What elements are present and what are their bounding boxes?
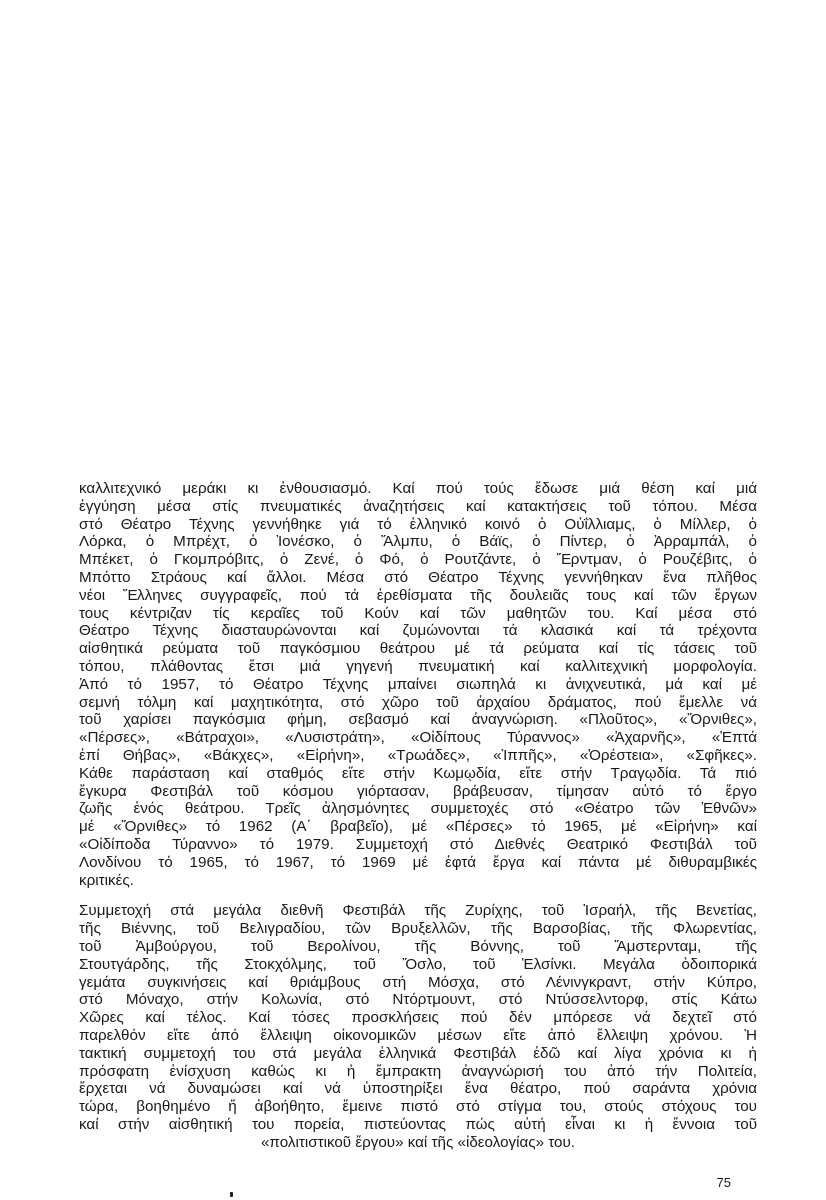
text-line: τοῦ Ἁμβούργου, τοῦ Βερολίνου, τῆς Βόννης, τοῦ Ἄμστερνταμ, τῆς [79,937,757,955]
text-line: σεμνή τόλμη καί μαχητικότητα, στό χῶρο τοῦ ἀρχαίου δράματος, πού ἔμελλε νά [79,693,757,711]
text-line: «Πέρσες», «Βάτραχοι», «Λυσιστράτη», «Οἰδίπους Τύραννος» «Ἀχαρνῆς», «Ἑπτά [79,729,757,747]
text-line: τόπου, πλάθοντας ἔτσι μιά γηγενή πνευματική καί καλλιτεχνική μορφολογία. [79,657,757,675]
text-line: «Οἰδίποδα Τύραννο» τό 1979. Συμμετοχή στό Διεθνές Θεατρικό Φεστιβάλ τοῦ [79,835,757,853]
text-line: τῆς Βιέννης, τοῦ Βελιγραδίου, τῶν Βρυξελλῶν, τῆς Βαρσοβίας, τῆς Φλωρεντίας, [79,920,757,938]
text-line: Ἀπό τό 1957, τό Θέατρο Τέχνης μπαίνει σιωπηλά κι ἀνιχνευτικά, μά καί μέ [79,675,757,693]
paragraph-1 [79,480,757,889]
page-number: 75 [716,1175,731,1190]
paragraph-2 [79,902,757,1151]
text-line: καί στήν αἰσθητική του πορεία, πιστεύοντας πώς αὐτή εἶναι κι ἡ ἔννοια τοῦ [79,1115,757,1133]
text-line: τακτική συμμετοχή του στά μεγάλα ἑλληνικά Φεστιβάλ ἐδῶ καί λίγα χρόνια κι ἡ [79,1044,757,1062]
text-line: ἐγγύηση μέσα στίς πνευματικές ἀναζητήσεις καί κατακτήσεις τοῦ τόπου. Μέσα [79,497,757,515]
text-line: ἔγκυρα Φεστιβάλ τοῦ κόσμου γιόρτασαν, βράβευσαν, τίμησαν αὐτό τό ἔργο [79,782,757,800]
text-line: αἰσθητικά ρεύματα τοῦ παγκόσμιου θεάτρου μέ τά ρεύματα καί τίς τάσεις τοῦ [79,640,757,658]
text-line: Λονδίνου τό 1965, τό 1967, τό 1969 μέ ἑφτά ἔργα καί πάντα μέ διθυραμβικές [79,853,757,871]
text-line: Κάθε παράσταση καί σταθμός εἴτε στήν Κωμῳδία, εἴτε στήν Τραγῳδία. Τά πιό [79,764,757,782]
text-line: πρόσφατη ἐνίσχυση καθώς κι ἡ ἔμπρακτη ἀναγνώρισή του ἀπό τήν Πολιτεία, [79,1062,757,1080]
body-text [79,480,757,1151]
text-line: Συμμετοχή στά μεγάλα διεθνῆ Φεστιβάλ τῆς Ζυρίχης, τοῦ Ἰσραήλ, τῆς Βενετίας, [79,902,757,920]
text-line: ἐπί Θήβας», «Βάκχες», «Εἰρήνη», «Τρωάδες», «Ἱππῆς», «Ὀρέστεια», «Σφῆκες». [79,746,757,764]
text-line: τους κέντριζαν τίς κεραῖες τοῦ Κούν καί τῶν μαθητῶν του. Καί μέσα στό [79,604,757,622]
text-line: Λόρκα, ὁ Μπρέχτ, ὁ Ἰονέσκο, ὁ Ἄλμπυ, ὁ Βάϊς, ὁ Πίντερ, ὁ Ἀρραμπάλ, ὁ [79,533,757,551]
text-line: Μπέκετ, ὁ Γκομπρόβιτς, ὁ Ζενέ, ὁ Φό, ὁ Ρουτζάντε, ὁ Ἔρντμαν, ὁ Ρουζέβιτς, ὁ [79,551,757,569]
text-line: μέ «Ὄρνιθες» τό 1962 (Α΄ βραβεῖο), μέ «Πέρσες» τό 1965, μέ «Εἰρήνη» καί [79,818,757,836]
text-line: παρελθόν εἴτε ἀπό ἔλλειψη οἰκονομικῶν μέσων εἴτε ἀπό ἔλλειψη χρόνου. Ἡ [79,1026,757,1044]
text-line: «πολιτιστικοῦ ἔργου» καί τῆς «ἰδεολογίας» του. [260,1133,576,1151]
text-line: ζωῆς ἑνός θεάτρου. Τρεῖς ἀλησμόνητες συμμετοχές στό «Θέατρο τῶν Ἐθνῶν» [79,800,757,818]
text-line: Θέατρο Τέχνης διασταυρώνονται καί ζυμώνονται τά κλασικά καί τά τρέχοντα [79,622,757,640]
text-line: νέοι Ἕλληνες συγγραφεῖς, πού τά ἐρεθίσματα τῆς δουλειᾶς τους καί τῶν ἔργων [79,586,757,604]
text-line: γεμάτα συγκινήσεις καί θριάμβους στή Μόσχα, στό Λένινγκραντ, στήν Κύπρο, [79,973,757,991]
text-line: τώρα, βοηθημένο ἤ ἀβοήθητο, ἔμεινε πιστό στό στίγμα του, στούς στόχους του [79,1098,757,1116]
text-line: Στουτγάρδης, τῆς Στοκχόλμης, τοῦ Ὄσλο, τοῦ Ἑλσίνκι. Μεγάλα ὁδοιπορικά [79,955,757,973]
text-line: καλλιτεχνικό μεράκι κι ἐνθουσιασμό. Καί πού τούς ἔδωσε μιά θέση καί μιά [79,480,757,497]
text-line: Χῶρες καί τέλος. Καί τόσες προσκλήσεις πού δέν μπόρεσε νά δεχτεῖ στό [79,1009,757,1027]
text-line: στό Μόναχο, στήν Κολωνία, στό Ντόρτμουντ, στό Ντύσσελντορφ, στίς Κάτω [79,991,757,1009]
text-line: Μπόττο Στράους καί ἄλλοι. Μέσα στό Θέατρο Τέχνης γεννήθηκαν ἕνα πλῆθος [79,568,757,586]
print-speck [230,1192,233,1197]
text-line: ἔρχεται νά δυναμώσει καί νά ὑποστηρίξει ἕνα θέατρο, πού σαράντα χρόνια [79,1080,757,1098]
text-line: τοῦ χαρίσει παγκόσμια φήμη, σεβασμό καί ἀναγνώριση. «Πλοῦτος», «Ὄρνιθες», [79,711,757,729]
text-line: στό Θέατρο Τέχνης γεννήθηκε γιά τό ἑλληνικό κοινό ὁ Οὐΐλλιαμς, ὁ Μίλλερ, ὁ [79,515,757,533]
text-line: κριτικές. [79,871,134,889]
paragraph-gap [79,889,757,902]
